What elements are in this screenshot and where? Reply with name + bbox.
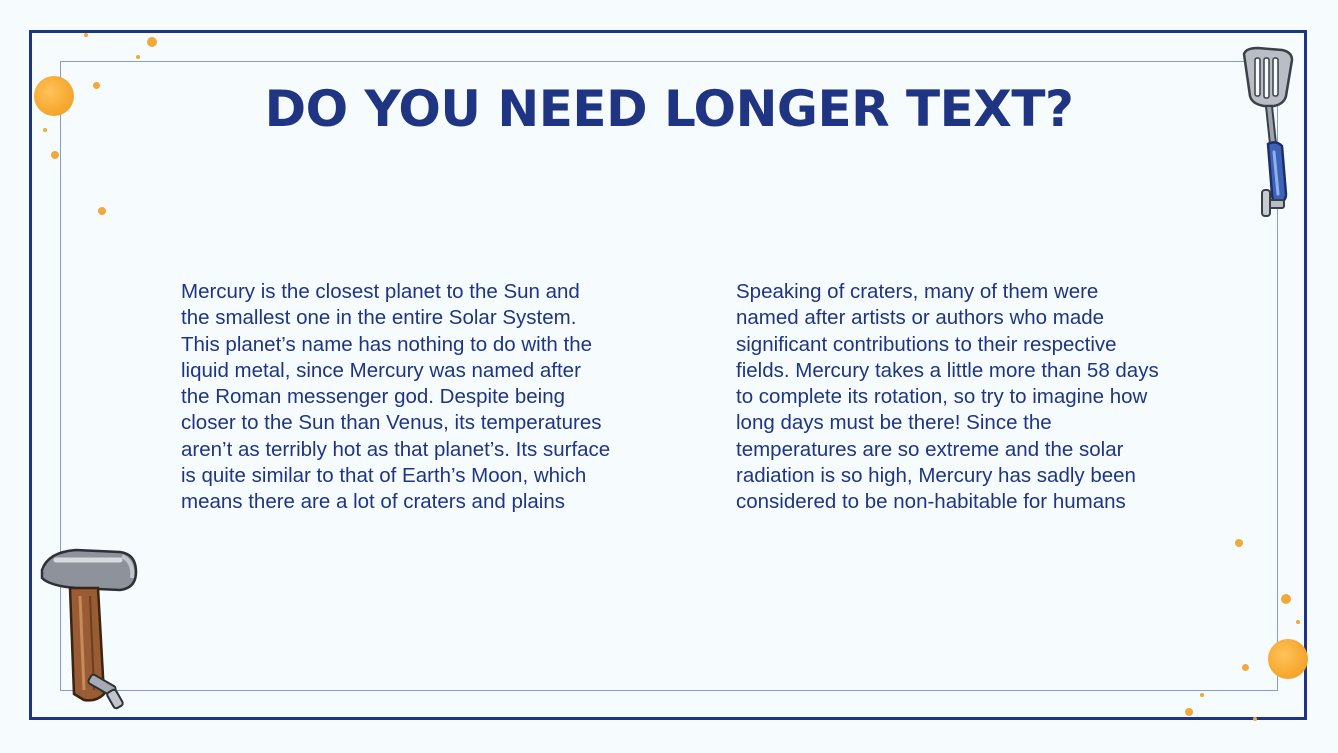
orange-dot (147, 37, 157, 47)
orange-dot (1185, 708, 1193, 716)
orange-dot (136, 55, 140, 59)
orange-dot (1242, 664, 1249, 671)
orange-dot (1235, 539, 1243, 547)
orange-dot (1296, 620, 1300, 624)
orange-dot (1200, 693, 1204, 697)
orange-dot (93, 82, 100, 89)
spatula-icon (1236, 44, 1306, 224)
orange-circle-bottom-right (1268, 639, 1308, 679)
hammer-icon (36, 544, 140, 714)
orange-circle-top-left (34, 76, 74, 116)
right-body-text: Speaking of craters, many of them were named after artists or authors who made significant contributions to their respective fields. Mercury takes a little more than 58 days to complete its rotation, so try to imagine how long days must be there! Since the temperatures are so extreme and the solar radiation is so high, Mercury has sadly been considered to be non-habitable for humans (736, 280, 1159, 514)
orange-dot (98, 207, 106, 215)
left-body-text: Mercury is the closest planet to the Sun and the smallest one in the entire Solar System. This planet’s name has nothing to do with the liquid metal, since Mercury was named after the Roman messenger god. Despite being closer to the Sun than Venus, its temperatures aren’t as terribly hot as that planet’s. Its surface is quite similar to that of Earth’s Moon, which means there are a lot of craters and plains (181, 280, 611, 514)
orange-dot (1253, 717, 1257, 721)
orange-dot (84, 33, 88, 37)
slide-title: DO YOU NEED LONGER TEXT? (264, 80, 1074, 138)
orange-dot (1281, 594, 1291, 604)
orange-dot (43, 128, 47, 132)
orange-dot (51, 151, 59, 159)
